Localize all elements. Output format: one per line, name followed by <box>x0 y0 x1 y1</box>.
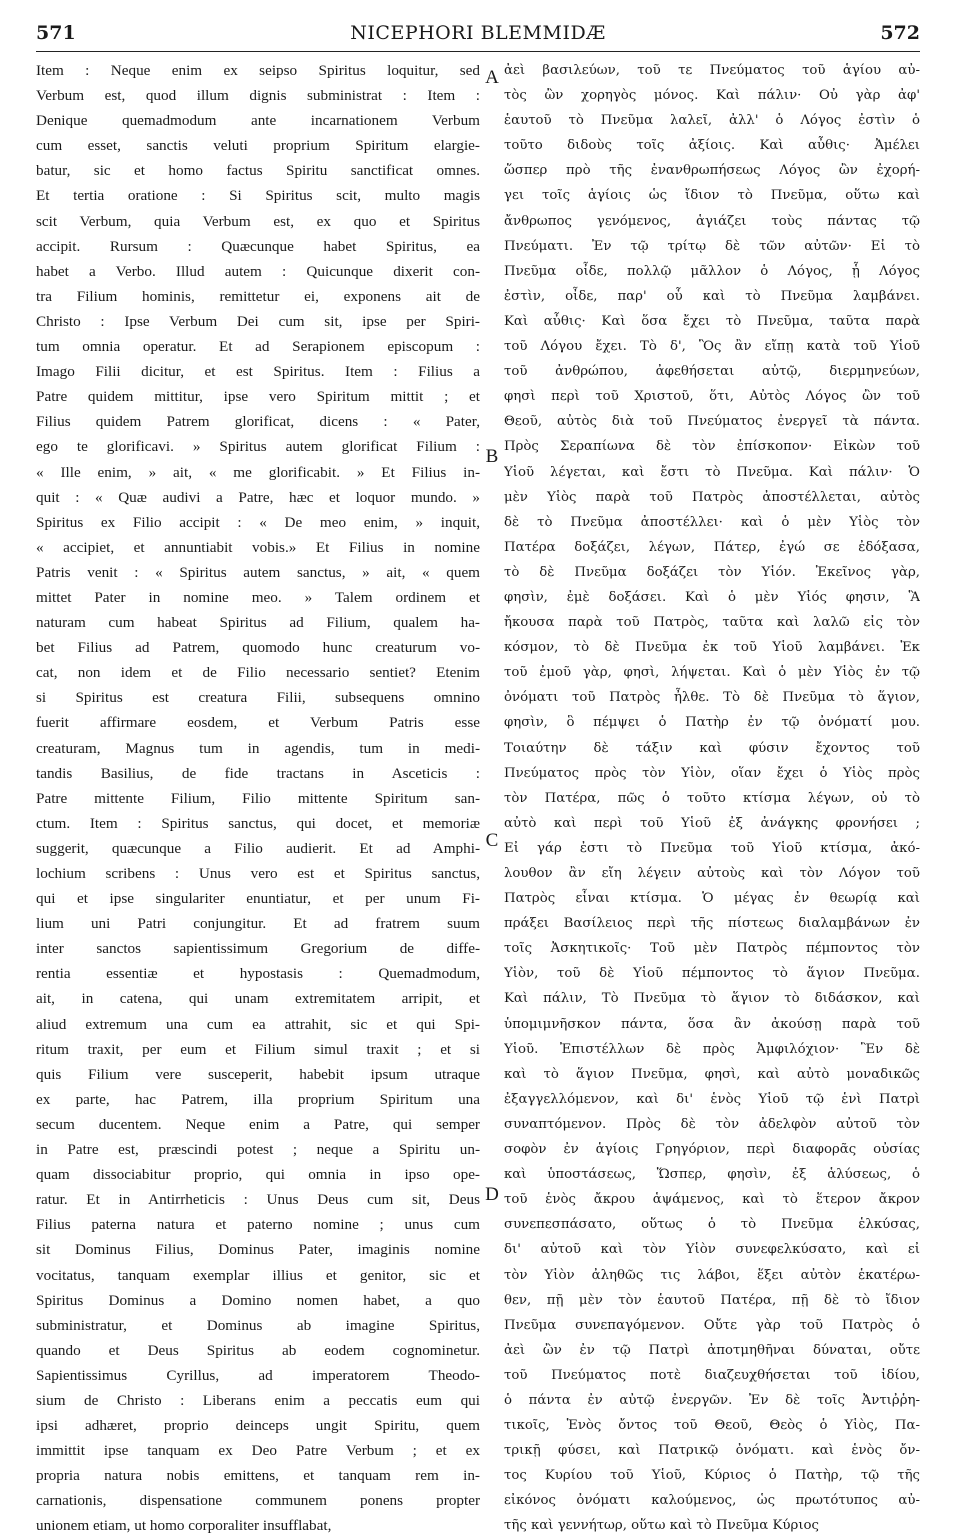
greek-text-line: τοῖς Ἀσκητικοῖς· Τοῦ μὲν Πατρὸς πέμποντος τὸν <box>504 941 920 957</box>
greek-text-line: ὁ πάντα ἐν αὐτῷ ἐνεργῶν. Ἐν δὲ τοῖς Ἀντιῤῥη- <box>504 1392 920 1408</box>
greek-text-line: τρικῇ φύσει, καὶ Πατρικῷ ὀνόματι. καὶ ἑνὸς ὄν- <box>504 1443 920 1459</box>
latin-text-line: mittet Pater in nomine meo. » Talem ordinem et <box>36 588 480 606</box>
latin-text-line: cat, non idem et de Filio necessario sentiet? Etenim <box>36 664 480 682</box>
latin-text-line: quit : « Quæ audivi a Patre, hæc et loquor mundo. » <box>36 488 480 506</box>
latin-text-line: ex parte, hac Patrem, illa proprium Spiritum una <box>36 1090 480 1108</box>
greek-text-line: Καὶ πάλιν, Τὸ Πνεῦμα τὸ ἅγιον τὸ διδάσκον, καὶ <box>504 991 920 1007</box>
latin-text-line: Et tertia oratione : Si Spiritus scit, multo magis <box>36 187 480 205</box>
greek-text-line: τοῦ ἑνὸς ἄκρου ἁψάμενος, καὶ τὸ ἕτερον ἄκρον <box>504 1192 920 1208</box>
greek-text-line: Εἰ γάρ ἐστι τὸ Πνεῦμα τοῦ Υἱοῦ κτίσμα, ἀκό- <box>504 840 920 856</box>
latin-text-line: ritum traxit, per eum et Filium simul traxit ; et si <box>36 1040 480 1058</box>
greek-text-line: δι' αὐτοῦ καὶ τὸν Υἱὸν συνεφελκύσατο, καὶ εἰ <box>504 1242 920 1258</box>
greek-text-line: τὸν Πατέρα, πῶς ὁ τοῦτο κτίσμα λέγων, οὐ τὸ <box>504 790 920 806</box>
latin-text-line: ipsi adhæret, proprio deinceps ungit Spiritu, quem <box>36 1417 480 1435</box>
greek-text-line: ἤκουσα παρὰ τοῦ Πατρὸς, ταῦτα καὶ λαλῶ εἰς τὸν <box>504 615 920 631</box>
running-title: NICEPHORI BLEMMIDÆ <box>350 22 606 44</box>
greek-text-line: εἰκόνος ὀνόματι καλούμενος, ὡς πρωτότυπος αὐ- <box>504 1493 920 1509</box>
section-marker-a: A <box>485 67 499 88</box>
latin-text-line: « Ille enim, » ait, « me glorificabit. » Et Filius in- <box>36 463 480 481</box>
greek-text-line: Υἱοῦ. Ἐπιστέλλων δὲ πρὸς Ἀμφιλόχιον· Ἓν δὲ <box>504 1041 920 1057</box>
latin-text-line: ratur. Et in Antirrheticis : Unus Deus cum sit, Deus <box>36 1191 480 1209</box>
greek-text-line: ἐστὶν, οἶδε, παρ' οὗ καὶ τὸ Πνεῦμα λαμβάνει. <box>504 288 920 304</box>
latin-text-line: subministratur, et Dominus ab imagine Spiritus, <box>36 1316 480 1334</box>
greek-text-line: τοῦ Λόγου ἔχει. Τὸ δ', Ὃς ἂν εἴπῃ κατὰ τοῦ Υἱοῦ <box>504 339 920 355</box>
latin-text-line: propria natura nobis emittens, et tanquam rem in- <box>36 1467 480 1485</box>
latin-text-line: Christo : Ipse Verbum Dei cum sit, ipse per Spiri- <box>36 312 480 330</box>
page-number-left: 571 <box>36 22 76 44</box>
latin-text-line: Patris venit : « Spiritus autem sanctus, » ait, « quem <box>36 563 480 581</box>
latin-text-line: immittit ipse tanquam ex Deo Patre Verbum ; et ex <box>36 1442 480 1460</box>
latin-text-line: lium uni Patri conjungitur. Et ad fratrem suum <box>36 915 480 933</box>
section-marker-d: D <box>485 1184 499 1205</box>
greek-text-line: ὀνόματι τοῦ Πατρὸς ἦλθε. Τὸ δὲ Πνεῦμα τὸ ἅγιον, <box>504 690 920 706</box>
greek-text-line: καὶ ὑποστάσεως, Ὥσπερ, φησὶν, ἐξ ἁλύσεως, ὁ <box>504 1167 920 1183</box>
greek-text-line: δὲ τὸ Πνεῦμα ἀποστέλλει· καὶ ὁ μὲν Υἱὸς τὸν <box>504 514 920 530</box>
greek-text-line: ἀεὶ ὢν ἐν τῷ Πατρὶ ἀποτμηθῆναι δύναται, οὔτε <box>504 1342 920 1358</box>
latin-text-line: tandis Basilius, de fide tractans in Asceticis : <box>36 764 480 782</box>
greek-text-line: Υἱοῦ λέγεται, καὶ ἔστι τὸ Πνεῦμα. Καὶ πάλιν· Ὁ <box>504 464 920 480</box>
latin-text-line: bet Filius ad Patrem, quomodo hunc creaturum vo- <box>36 639 480 657</box>
page-number-right: 572 <box>880 22 920 44</box>
latin-text-line: lochium scribens : Unus vero est et Spiritus sanctus, <box>36 865 480 882</box>
greek-column <box>504 58 920 1539</box>
latin-text-line: fuerit affirmare eosdem, et Verbum Patris esse <box>36 714 480 732</box>
greek-text-line: τοῦ ἀνθρώπου, ἀφεθήσεται αὐτῷ, διερμηνεύων, <box>504 364 920 380</box>
latin-text-line: unionem etiam, ut homo corporaliter insufflabat, <box>36 1517 332 1535</box>
greek-text-line: λουθον ἂν εἴη λέγειν αὐτοὺς καὶ τὸν Λόγον τοῦ <box>504 866 920 881</box>
latin-text-line: tum omnia operatur. Et ad Serapionem episcopum : <box>36 338 480 356</box>
latin-text-line: Patre mittente Filium, Filio mittente Spiritum san- <box>36 789 480 807</box>
latin-text-line: quis Filium vere susceperit, habebit ipsum utraque <box>36 1065 480 1083</box>
greek-text-line: τοῦτο διδοὺς τοῖς ἀξίοις. Καὶ αὖθις· Ἀμέλει <box>504 138 920 154</box>
greek-text-line: φησὶν, ὃ πέμψει ὁ Πατὴρ ἐν τῷ ὀνόματί μου. <box>504 715 920 731</box>
latin-text-line: Item : Neque enim ex seipso Spiritus loquitur, sed <box>36 62 480 79</box>
latin-text-line: si Spiritus est creatura Filii, subsequens omnino <box>36 689 480 707</box>
greek-text-line: ἄνθρωπος γενόμενος, ἁγιάζει τοὺς πάντας τῷ <box>504 213 920 229</box>
latin-text-line: vocitatus, tanquam exemplar illius et genitor, sic et <box>36 1266 480 1284</box>
greek-text-line: Πνεῦμα οἶδε, πολλῷ μᾶλλον ὁ Λόγος, ᾗ Λόγος <box>504 263 920 279</box>
latin-text-line: cum esset, sanctis veluti proprium Spiritum elargie- <box>36 137 480 155</box>
latin-text-line: tra Filium hominis, remittetur ei, exponens ait de <box>36 287 480 305</box>
greek-text-line: τοῦ Πνεύματος ποτὲ διαζευχθήσεται τοῦ ἰδίου, <box>504 1367 920 1383</box>
greek-text-line: σοφὸν ἐν ἁγίοις Γρηγόριον, περὶ διαφορᾶς οὐσίας <box>504 1142 920 1158</box>
latin-text-line: ctum. Item : Spiritus sanctus, qui docet, et memoriæ <box>36 814 480 832</box>
latin-text-line: ego te glorificavi. » Spiritus autem glorificat Filium : <box>36 438 480 456</box>
greek-text-line: Τοιαύτην δὲ τάξιν καὶ φύσιν ἔχοντος τοῦ <box>504 740 920 756</box>
greek-text-line: τὸς ὢν χορηγὸς μόνος. Καὶ πάλιν· Οὐ γὰρ ἀφ' <box>504 88 920 104</box>
latin-text-line: aliud extremum una cum ea attrahit, sic et qui Spi- <box>36 1015 480 1033</box>
latin-text-line: secum ducentem. Neque enim a Patre, qui semper <box>36 1115 480 1133</box>
latin-text-line: in Patre est, præscindi potest ; neque a Spiritu un- <box>36 1141 480 1159</box>
greek-text-line: τὸ δὲ Πνεῦμα δοξάζει τὸν Υἱόν. Ἐκεῖνος γὰρ, <box>504 564 920 580</box>
greek-text-line: Καὶ αὖθις· Καὶ ὅσα ἔχει τὸ Πνεῦμα, ταῦτα παρὰ <box>504 313 920 329</box>
section-marker-c: C <box>485 830 499 851</box>
greek-text-line: θεν, πῇ μὲν τὸν ἑαυτοῦ Πατέρα, πῇ δὲ τὸ ἴδιον <box>504 1292 920 1308</box>
greek-text-line: αὐτὸ καὶ περὶ τοῦ Υἱοῦ ἐξ ἀνάγκης φρονήσει ; <box>504 815 920 831</box>
latin-text-line: Filius paterna natura et paterno nomine ; unus cum <box>36 1216 480 1234</box>
greek-text-line: Πατέρα δοξάζει, λέγων, Πάτερ, ἐγώ σε ἐδόξασα, <box>504 539 920 555</box>
latin-text-line: carnationis, dispensatione communem ponens propter <box>36 1492 480 1510</box>
page-header <box>36 22 920 52</box>
latin-text-line: quam dissociabitur proprio, qui omnia in ipso ope- <box>36 1166 480 1184</box>
latin-text-line: accipit. Rursum : Quæcunque habet Spiritus, ea <box>36 237 480 255</box>
greek-text-line: φησὶν, ἐμὲ δοξάσει. Καὶ ὁ μὲν Υἱός φησιν, Ἃ <box>504 589 920 605</box>
greek-text-line: τῆς καὶ γεννήτωρ, οὕτω καὶ τὸ Πνεῦμα Κύριος <box>504 1518 819 1534</box>
greek-text-line: τος Κυρίου τοῦ Υἱοῦ, Κύριος ὁ Πατὴρ, τῷ τῆς <box>504 1468 920 1484</box>
greek-text-line: μὲν Υἱὸς παρὰ τοῦ Πατρὸς ἀποστέλλεται, αὐτὸς <box>504 489 920 505</box>
greek-text-line: φησὶ περὶ τοῦ Χριστοῦ, ὅτι, Αὐτὸς Λόγος ὢν τοῦ <box>504 389 920 405</box>
greek-text-line: ἀεὶ βασιλεύων, τοῦ τε Πνεύματος τοῦ ἁγίου αὐ- <box>504 63 920 78</box>
latin-text-line: sium de Christo : Liberans enim a peccatis eum qui <box>36 1391 480 1409</box>
greek-text-line: Πνεῦμα συνεπαγόμενον. Οὔτε γὰρ τοῦ Πατρὸς ὁ <box>504 1317 920 1333</box>
latin-text-line: habet a Verbo. Illud autem : Quicunque dixerit con- <box>36 262 480 280</box>
greek-text-line: συνεπεσπάσατο, οὕτως ὁ τὸ Πνεῦμα ἑλκύσας, <box>504 1217 920 1233</box>
latin-text-line: Verbum est, quod illum dignis subministrat : Item : <box>36 87 480 105</box>
latin-text-line: suggerit, quæcunque a Filio audierit. Et ad Amphi- <box>36 839 480 857</box>
latin-text-line: Denique quemadmodum ante incarnationem Verbum <box>36 112 480 130</box>
latin-text-line: naturam cum habeat Spiritus ad Filium, qualem ha- <box>36 614 480 632</box>
latin-text-line: scit Verbum, quia Verbum est, ex quo et Spiritus <box>36 212 480 230</box>
greek-text-line: Υἱὸν, τοῦ δὲ Υἱοῦ πέμποντος τὸ ἅγιον Πνεῦμα. <box>504 966 920 982</box>
greek-text-line: Πατρὸς εἶναι κτίσμα. Ὁ μέγας ἐν θεωρίᾳ καὶ <box>504 891 920 907</box>
section-marker-b: B <box>485 446 499 467</box>
greek-text-line: τοῦ ἐμοῦ γὰρ, φησὶ, λήψεται. Καὶ ὁ μὲν Υἱὸς ἐν τῷ <box>504 665 920 681</box>
latin-text-line: creaturam, Magnus tum in agendis, tum in medi- <box>36 739 480 757</box>
greek-text-line: ὥσπερ πρὸ τῆς ἐνανθρωπήσεως Λόγος ὢν ἐχορή- <box>504 163 920 179</box>
greek-text-line: Θεοῦ, αὐτὸς διὰ τοῦ Πνεύματος ἐνεργεῖ τὰ πάντα. <box>504 414 920 430</box>
latin-text-line: inter sanctos sapientissimum Gregorium de diffe- <box>36 940 480 958</box>
latin-text-line: batur, sic et homo factus Spiritu sanctificat omnes. <box>36 162 480 180</box>
latin-text-line: Spiritus ex Filio accipit : « De meo enim, » inquit, <box>36 513 480 531</box>
latin-text-line: Sapientissimus Cyrillus, ad imperatorem Theodo- <box>36 1366 480 1384</box>
latin-text-line: quando et Deus Spiritus ab eodem cognominetur. <box>36 1341 480 1359</box>
greek-text-line: Πνεύματος πρὸς τὸν Υἱὸν, οἵαν ἔχει ὁ Υἱὸς πρὸς <box>504 765 920 781</box>
latin-text-line: « accipiet, et annuntiabit vobis.» Et Filius in nomine <box>36 538 480 556</box>
greek-text-line: ὑπομιμνῆσκον πάντα, ὅσα ἂν ἀκούσῃ παρὰ τοῦ <box>504 1016 920 1032</box>
greek-text-line: γει τοῖς ἁγίοις ὡς ἴδιον τὸ Πνεῦμα, οὕτω καὶ <box>504 188 920 204</box>
greek-text-line: καὶ τὸ ἅγιον Πνεῦμα, φησὶ, καὶ αὐτὸ μοναδικῶς <box>504 1066 920 1082</box>
header-rule <box>36 51 920 52</box>
greek-text-line: κόσμον, τὸ δὲ Πνεῦμα ἐκ τοῦ Υἱοῦ λαμβάνει. Ἐκ <box>504 640 920 656</box>
greek-text-line: ἐξαγγελλόμενον, καὶ δι' ἑνὸς Υἱοῦ τῷ ἑνὶ Πατρὶ <box>504 1091 920 1107</box>
greek-text-line: συναπτόμενον. Πρὸς δὲ τὸν ἀδελφὸν αὐτοῦ τὸν <box>504 1116 920 1132</box>
latin-text-line: Patre quidem mittitur, ipse vero Spiritum mittit ; et <box>36 388 480 406</box>
greek-text-line: τὸν Υἱὸν ἀληθῶς τις λάβοι, ἕξει αὐτὸν ἑκατέρω- <box>504 1267 920 1283</box>
latin-text-line: ait, in catena, qui unam extremitatem arripit, et <box>36 990 480 1008</box>
latin-text-line: Imago Filii dicitur, et est Spiritus. Item : Filius a <box>36 363 480 381</box>
latin-text-line: Filius quidem Patrem glorificat, dicens : « Pater, <box>36 413 480 431</box>
latin-text-line: qui et ipse singulariter enuntiatur, et per unum Fi- <box>36 890 480 908</box>
greek-text-line: τικοῖς, Ἑνὸς ὄντος τοῦ Θεοῦ, Θεὸς ὁ Υἱὸς, Πα- <box>504 1418 920 1434</box>
greek-text-line: ἑαυτοῦ τὸ Πνεῦμα λαλεῖ, ἀλλ' ὁ Λόγος ἐστὶν ὁ <box>504 113 920 129</box>
latin-text-line: Spiritus Dominus a Domino nomen habet, a quo <box>36 1291 480 1309</box>
greek-text-line: πράξει Βασίλειος περὶ τῆς πίστεως διαλαμβάνων ἐν <box>504 916 920 932</box>
greek-text-line: Πρὸς Σεραπίωνα δὲ τὸν ἐπίσκοπον· Εἰκὼν τοῦ <box>504 439 920 455</box>
greek-text-line: Πνεύματι. Ἐν τῷ τρίτῳ δὲ τῶν αὐτῶν· Εἰ τὸ <box>504 238 920 254</box>
latin-column <box>36 58 480 1539</box>
latin-text-line: rentia essentiæ et hypostasis : Quemadmodum, <box>36 965 480 983</box>
latin-text-line: sit Dominus Filius, Dominus Pater, imaginis nomine <box>36 1241 480 1259</box>
